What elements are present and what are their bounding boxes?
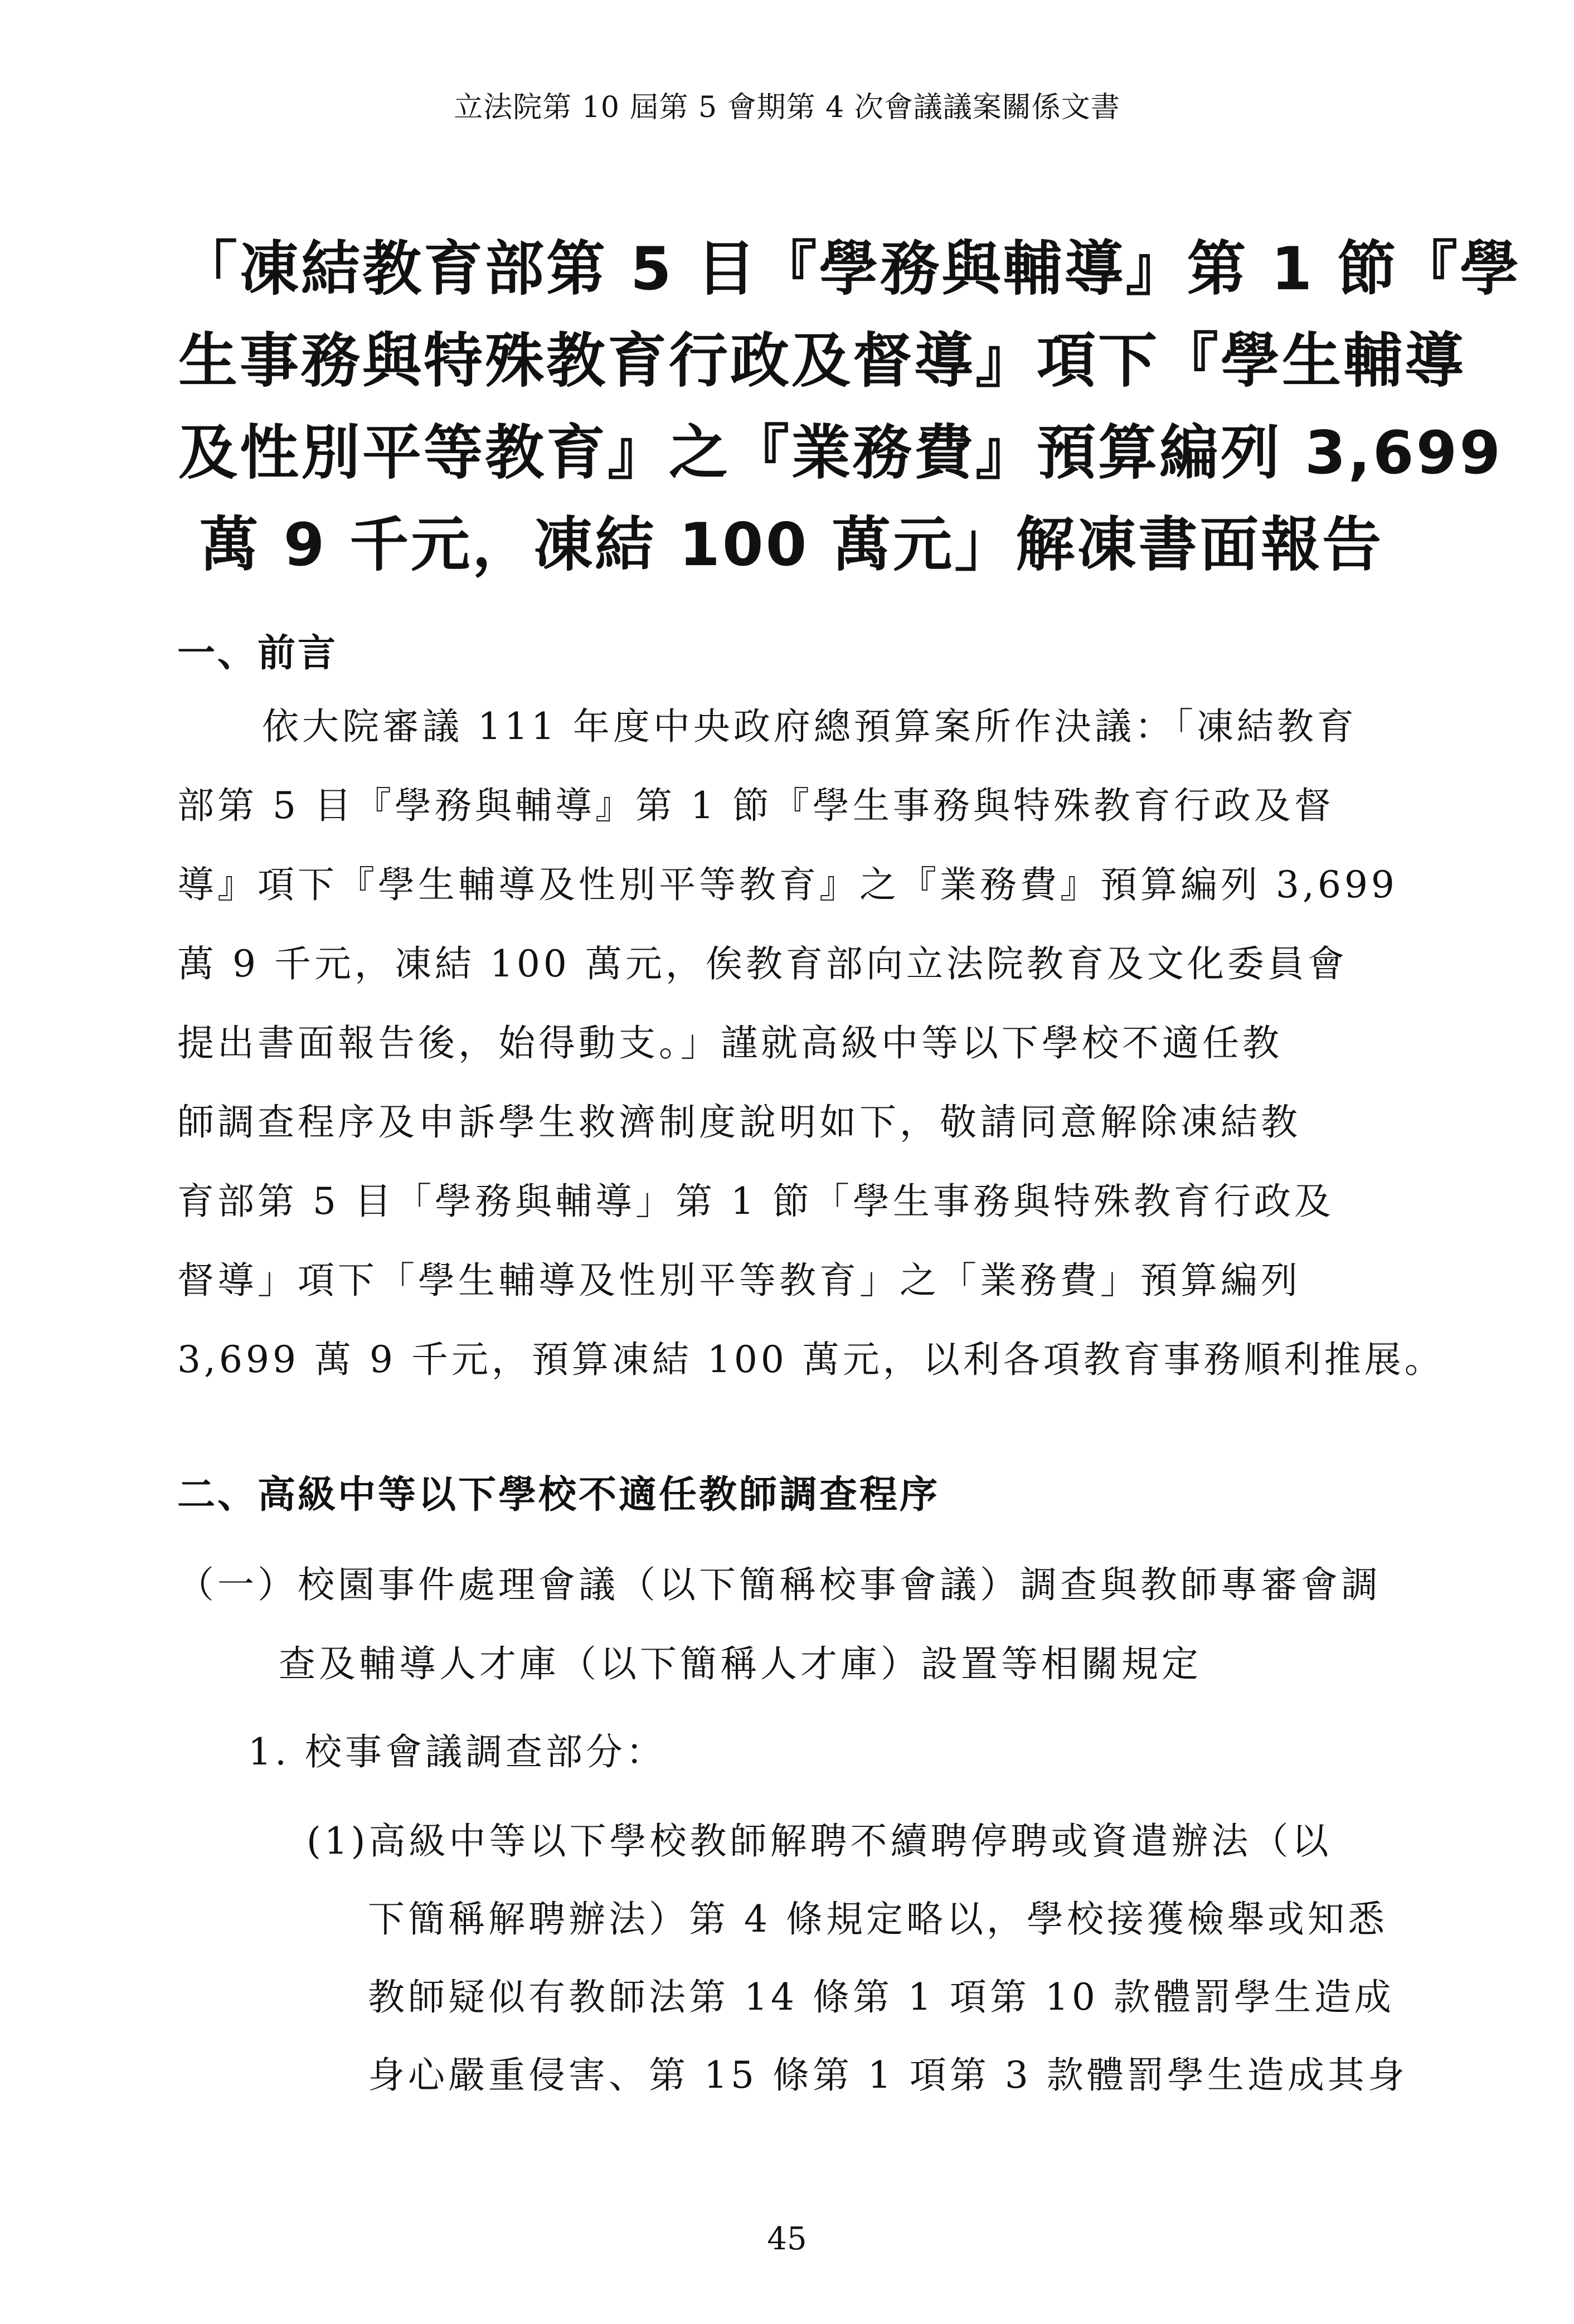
sub-item-1-1-line: 身心嚴重侵害、第 15 條第 1 項第 3 款體罰學生造成其身 bbox=[368, 2054, 1408, 2097]
running-header: 立法院第 10 屆第 5 會期第 4 次會議議案關係文書 bbox=[454, 91, 1120, 124]
item-1-line: （一）校園事件處理會議（以下簡稱校事會議）調查與教師專審會調 bbox=[177, 1563, 1381, 1606]
sub-item-1: 1. 校事會議調查部分： bbox=[248, 1730, 666, 1773]
paragraph-line: 部第 5 目『學務與輔導』第 1 節『學生事務與特殊教育行政及督 bbox=[177, 784, 1334, 827]
item-1-line: 查及輔導人才庫（以下簡稱人才庫）設置等相關規定 bbox=[279, 1642, 1202, 1685]
page-number: 45 bbox=[767, 2221, 807, 2257]
section-heading-investigation: 二、高級中等以下學校不適任教師調查程序 bbox=[177, 1473, 940, 1517]
paragraph-line: 提出書面報告後，始得動支。」謹就高級中等以下學校不適任教 bbox=[177, 1022, 1282, 1064]
paragraph-line: 依大院審議 111 年度中央政府總預算案所作決議：「凍結教育 bbox=[262, 705, 1357, 748]
paragraph-line: 育部第 5 目「學務與輔導」第 1 節「學生事務與特殊教育行政及 bbox=[177, 1180, 1334, 1223]
title-line-3: 及性別平等教育』之『業務費』預算編列 3,699 bbox=[178, 419, 1503, 487]
sub-item-1-1-line: 教師疑似有教師法第 14 條第 1 項第 10 款體罰學生造成 bbox=[368, 1976, 1395, 2019]
title-line-1: 「凍結教育部第 5 目『學務與輔導』第 1 節『學 bbox=[178, 235, 1522, 303]
paragraph-line: 3,699 萬 9 千元，預算凍結 100 萬元，以利各項教育事務順利推展。 bbox=[177, 1338, 1445, 1381]
paragraph-line: 師調查程序及申訴學生救濟制度說明如下，敬請同意解除凍結教 bbox=[177, 1101, 1301, 1144]
paragraph-line: 導』項下『學生輔導及性別平等教育』之『業務費』預算編列 3,699 bbox=[177, 863, 1398, 906]
sub-item-1-1-line: (1)高級中等以下學校教師解聘不續聘停聘或資遣辦法（以 bbox=[307, 1820, 1332, 1863]
paragraph-line: 萬 9 千元，凍結 100 萬元，俟教育部向立法院教育及文化委員會 bbox=[177, 942, 1348, 985]
title-line-4: 萬 9 千元，凍結 100 萬元」解凍書面報告 bbox=[199, 510, 1384, 579]
title-line-2: 生事務與特殊教育行政及督導』項下『學生輔導 bbox=[178, 327, 1466, 395]
paragraph-line: 督導」項下「學生輔導及性別平等教育」之「業務費」預算編列 bbox=[177, 1259, 1301, 1302]
section-heading-introduction: 一、前言 bbox=[177, 631, 338, 675]
sub-item-1-1-line: 下簡稱解聘辦法）第 4 條規定略以，學校接獲檢舉或知悉 bbox=[368, 1898, 1388, 1941]
